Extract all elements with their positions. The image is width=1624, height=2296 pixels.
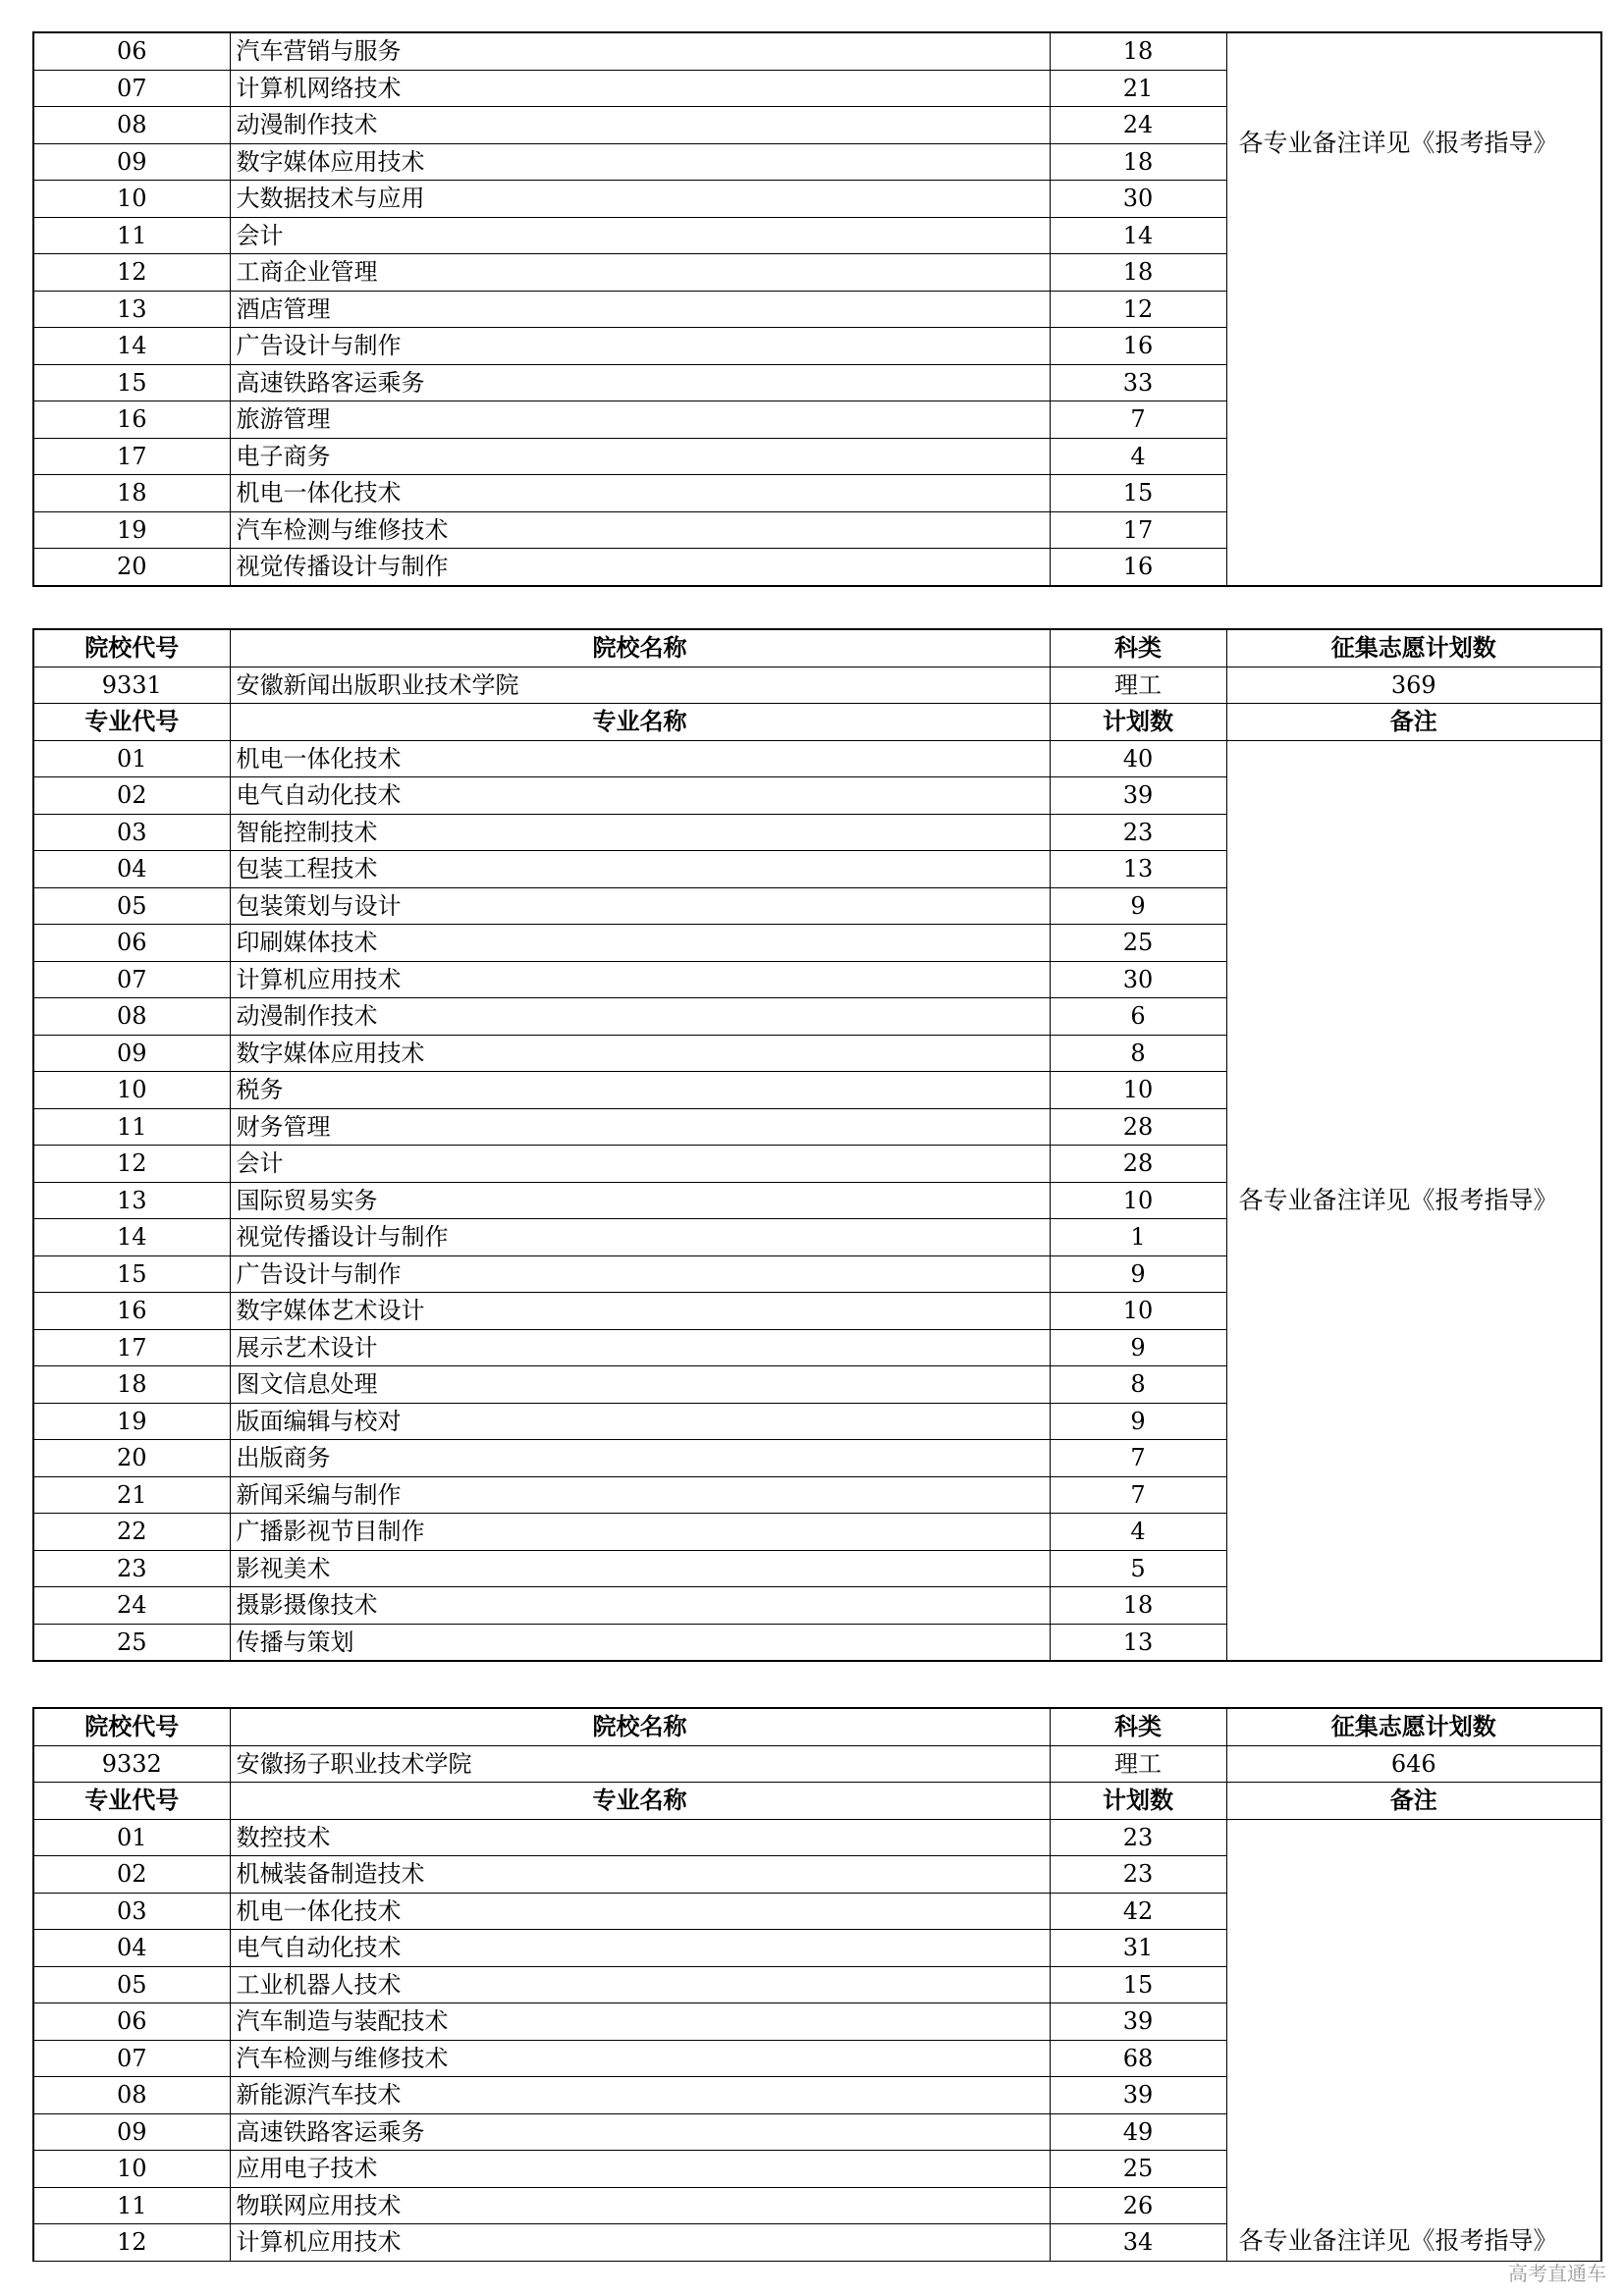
plan-count: 25 (1050, 2151, 1226, 2188)
major-name: 传播与策划 (230, 1624, 1050, 1661)
plan-count: 26 (1050, 2187, 1226, 2224)
major-code: 05 (33, 887, 230, 925)
plan-count: 15 (1050, 1966, 1226, 2003)
plan-count: 16 (1050, 328, 1226, 365)
plan-count: 21 (1050, 70, 1226, 107)
major-code: 14 (33, 328, 230, 365)
major-code: 13 (33, 291, 230, 328)
major-code-header: 专业代号 (33, 1783, 230, 1820)
plan-count: 8 (1050, 1035, 1226, 1072)
major-name: 视觉传播设计与制作 (230, 549, 1050, 586)
major-name: 酒店管理 (230, 291, 1050, 328)
major-code: 20 (33, 1440, 230, 1477)
major-name: 税务 (230, 1072, 1050, 1109)
major-code: 19 (33, 1403, 230, 1440)
major-name: 视觉传播设计与制作 (230, 1219, 1050, 1256)
major-code: 02 (33, 777, 230, 815)
major-code: 12 (33, 254, 230, 292)
plan-count: 39 (1050, 2077, 1226, 2114)
plan-count: 8 (1050, 1366, 1226, 1404)
major-code: 06 (33, 32, 230, 70)
table-row (33, 32, 1601, 70)
major-code: 11 (33, 1108, 230, 1146)
plan-count: 15 (1050, 475, 1226, 512)
major-code: 14 (33, 1219, 230, 1256)
major-name: 计算机应用技术 (230, 961, 1050, 998)
major-code: 07 (33, 2040, 230, 2077)
table-row (33, 1819, 1601, 1856)
major-name: 汽车制造与装配技术 (230, 2003, 1050, 2041)
school-category: 理工 (1050, 1745, 1226, 1783)
plan-count: 7 (1050, 1440, 1226, 1477)
plan-count: 23 (1050, 1819, 1226, 1856)
major-code: 23 (33, 1550, 230, 1587)
major-name-header: 专业名称 (230, 1783, 1050, 1820)
major-name: 机械装备制造技术 (230, 1856, 1050, 1894)
major-name: 版面编辑与校对 (230, 1403, 1050, 1440)
major-name: 图文信息处理 (230, 1366, 1050, 1404)
major-name: 数字媒体艺术设计 (230, 1293, 1050, 1330)
plan-count: 34 (1050, 2224, 1226, 2262)
school-header-row (33, 629, 1601, 667)
major-code: 13 (33, 1182, 230, 1219)
major-code: 01 (33, 1819, 230, 1856)
school-name: 安徽新闻出版职业技术学院 (230, 667, 1050, 704)
major-code-header: 专业代号 (33, 704, 230, 741)
plan-count: 13 (1050, 1624, 1226, 1661)
major-name: 财务管理 (230, 1108, 1050, 1146)
major-name: 物联网应用技术 (230, 2187, 1050, 2224)
plan-count: 31 (1050, 1930, 1226, 1967)
major-code: 06 (33, 2003, 230, 2041)
major-name: 电气自动化技术 (230, 777, 1050, 815)
major-name: 电气自动化技术 (230, 1930, 1050, 1967)
school-plan-total: 369 (1226, 667, 1601, 704)
plan-count: 23 (1050, 814, 1226, 851)
plan-count: 4 (1050, 438, 1226, 475)
major-name: 展示艺术设计 (230, 1329, 1050, 1366)
major-code: 17 (33, 438, 230, 475)
school-code: 9332 (33, 1745, 230, 1783)
major-name: 机电一体化技术 (230, 740, 1050, 777)
plan-count: 33 (1050, 364, 1226, 401)
major-name: 出版商务 (230, 1440, 1050, 1477)
major-code: 08 (33, 107, 230, 144)
major-code: 19 (33, 511, 230, 549)
major-name: 会计 (230, 217, 1050, 254)
plan-count: 9 (1050, 1329, 1226, 1366)
major-code: 05 (33, 1966, 230, 2003)
major-code: 11 (33, 217, 230, 254)
major-name: 电子商务 (230, 438, 1050, 475)
major-name: 国际贸易实务 (230, 1182, 1050, 1219)
school-name-header: 院校名称 (230, 1708, 1050, 1745)
major-name: 工商企业管理 (230, 254, 1050, 292)
plan-count: 18 (1050, 143, 1226, 181)
plan-count: 9 (1050, 1403, 1226, 1440)
major-code: 11 (33, 2187, 230, 2224)
remark-header: 备注 (1226, 1783, 1601, 1820)
major-code: 10 (33, 2151, 230, 2188)
remark-note: 各专业备注详见《报考指导》 (1226, 1819, 1601, 2261)
major-name: 智能控制技术 (230, 814, 1050, 851)
major-name: 会计 (230, 1146, 1050, 1183)
school-code-header: 院校代号 (33, 629, 230, 667)
major-name: 印刷媒体技术 (230, 925, 1050, 962)
plan-count: 5 (1050, 1550, 1226, 1587)
plan-count: 40 (1050, 740, 1226, 777)
major-code: 24 (33, 1587, 230, 1625)
major-code: 15 (33, 1255, 230, 1293)
plan-count: 49 (1050, 2113, 1226, 2151)
major-code: 22 (33, 1514, 230, 1551)
plan-count: 30 (1050, 961, 1226, 998)
major-code: 02 (33, 1856, 230, 1894)
plan-count: 42 (1050, 1893, 1226, 1930)
plan-count: 14 (1050, 217, 1226, 254)
major-name: 动漫制作技术 (230, 998, 1050, 1036)
major-name: 包装工程技术 (230, 851, 1050, 888)
category-header: 科类 (1050, 629, 1226, 667)
major-name: 计算机网络技术 (230, 70, 1050, 107)
major-name: 广告设计与制作 (230, 1255, 1050, 1293)
plan-count: 9 (1050, 1255, 1226, 1293)
plan-count: 16 (1050, 549, 1226, 586)
major-name: 新闻采编与制作 (230, 1476, 1050, 1514)
major-code: 08 (33, 998, 230, 1036)
watermark: 高考直通车 (1508, 2262, 1606, 2285)
major-name: 影视美术 (230, 1550, 1050, 1587)
school-code-header: 院校代号 (33, 1708, 230, 1745)
plan-count-header: 计划数 (1050, 704, 1226, 741)
major-name: 旅游管理 (230, 401, 1050, 439)
major-name: 高速铁路客运乘务 (230, 364, 1050, 401)
plan-count: 18 (1050, 1587, 1226, 1625)
major-code: 20 (33, 549, 230, 586)
major-code: 09 (33, 1035, 230, 1072)
remark-note: 各专业备注详见《报考指导》 (1226, 32, 1601, 586)
major-code: 03 (33, 1893, 230, 1930)
plan-count: 10 (1050, 1072, 1226, 1109)
plan-count: 68 (1050, 2040, 1226, 2077)
plan-count: 17 (1050, 511, 1226, 549)
plan-count: 18 (1050, 32, 1226, 70)
plan-count: 24 (1050, 107, 1226, 144)
school-name-header: 院校名称 (230, 629, 1050, 667)
major-name: 机电一体化技术 (230, 1893, 1050, 1930)
major-code: 07 (33, 961, 230, 998)
plan-count: 7 (1050, 1476, 1226, 1514)
major-name: 机电一体化技术 (230, 475, 1050, 512)
plan-count: 25 (1050, 925, 1226, 962)
major-header-row (33, 704, 1601, 741)
enrollment-table-9331 (32, 628, 1602, 1662)
plan-count: 13 (1050, 851, 1226, 888)
major-code: 07 (33, 70, 230, 107)
major-code: 25 (33, 1624, 230, 1661)
plan-count: 28 (1050, 1108, 1226, 1146)
school-name: 安徽扬子职业技术学院 (230, 1745, 1050, 1783)
major-name: 工业机器人技术 (230, 1966, 1050, 2003)
major-name: 新能源汽车技术 (230, 2077, 1050, 2114)
major-code: 09 (33, 2113, 230, 2151)
enrollment-table-9332 (32, 1707, 1602, 2262)
major-code: 01 (33, 740, 230, 777)
major-name: 数控技术 (230, 1819, 1050, 1856)
plan-total-header: 征集志愿计划数 (1226, 629, 1601, 667)
major-code: 09 (33, 143, 230, 181)
major-code: 16 (33, 401, 230, 439)
plan-count: 10 (1050, 1182, 1226, 1219)
plan-count: 4 (1050, 1514, 1226, 1551)
plan-count: 12 (1050, 291, 1226, 328)
plan-count: 9 (1050, 887, 1226, 925)
major-code: 10 (33, 1072, 230, 1109)
table-row (33, 740, 1601, 777)
major-name: 汽车检测与维修技术 (230, 2040, 1050, 2077)
school-plan-total: 646 (1226, 1745, 1601, 1783)
major-name: 广告设计与制作 (230, 328, 1050, 365)
remark-note: 各专业备注详见《报考指导》 (1226, 740, 1601, 1661)
major-name: 动漫制作技术 (230, 107, 1050, 144)
major-code: 17 (33, 1329, 230, 1366)
plan-count: 28 (1050, 1146, 1226, 1183)
major-code: 06 (33, 925, 230, 962)
school-info-row (33, 667, 1601, 704)
plan-count: 6 (1050, 998, 1226, 1036)
major-name: 摄影摄像技术 (230, 1587, 1050, 1625)
major-code: 08 (33, 2077, 230, 2114)
school-info-row (33, 1745, 1601, 1783)
major-header-row (33, 1783, 1601, 1820)
plan-count: 18 (1050, 254, 1226, 292)
remark-header: 备注 (1226, 704, 1601, 741)
major-name: 数字媒体应用技术 (230, 1035, 1050, 1072)
major-code: 03 (33, 814, 230, 851)
plan-total-header: 征集志愿计划数 (1226, 1708, 1601, 1745)
plan-count: 10 (1050, 1293, 1226, 1330)
major-code: 18 (33, 1366, 230, 1404)
major-name: 广播影视节目制作 (230, 1514, 1050, 1551)
major-name: 高速铁路客运乘务 (230, 2113, 1050, 2151)
category-header: 科类 (1050, 1708, 1226, 1745)
major-code: 04 (33, 1930, 230, 1967)
school-category: 理工 (1050, 667, 1226, 704)
major-code: 10 (33, 181, 230, 218)
plan-count-header: 计划数 (1050, 1783, 1226, 1820)
major-code: 15 (33, 364, 230, 401)
major-name: 包装策划与设计 (230, 887, 1050, 925)
plan-count: 23 (1050, 1856, 1226, 1894)
major-code: 21 (33, 1476, 230, 1514)
plan-count: 7 (1050, 401, 1226, 439)
major-name: 数字媒体应用技术 (230, 143, 1050, 181)
major-name: 汽车检测与维修技术 (230, 511, 1050, 549)
plan-count: 30 (1050, 181, 1226, 218)
plan-count: 39 (1050, 2003, 1226, 2041)
major-name: 计算机应用技术 (230, 2224, 1050, 2262)
plan-count: 1 (1050, 1219, 1226, 1256)
enrollment-table-continued (32, 31, 1602, 587)
plan-count: 39 (1050, 777, 1226, 815)
major-code: 12 (33, 2224, 230, 2262)
major-name: 大数据技术与应用 (230, 181, 1050, 218)
major-code: 12 (33, 1146, 230, 1183)
school-header-row (33, 1708, 1601, 1745)
major-code: 16 (33, 1293, 230, 1330)
major-code: 18 (33, 475, 230, 512)
major-name: 汽车营销与服务 (230, 32, 1050, 70)
major-name: 应用电子技术 (230, 2151, 1050, 2188)
major-name-header: 专业名称 (230, 704, 1050, 741)
major-code: 04 (33, 851, 230, 888)
school-code: 9331 (33, 667, 230, 704)
